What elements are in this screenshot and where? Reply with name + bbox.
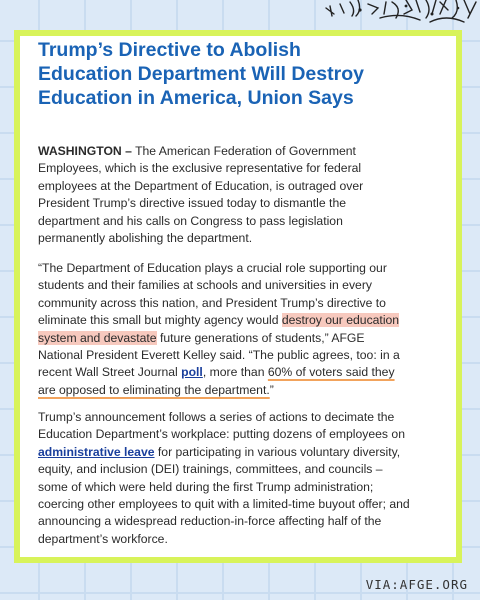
paragraph-2-text-d: ” bbox=[269, 382, 274, 397]
administrative-leave-link[interactable]: administrative leave bbox=[38, 444, 155, 459]
paragraph-3-text-b: for participating in various voluntary diversity, equity, and inclusion (DEI) trainings, committees, and councils – some of which were held during the first Trump administration; coercing other employees to quit with a limited-time buyout offer; and announcing a widespread reduction-in-force affecting half of the department’s workforce. bbox=[38, 444, 410, 546]
paragraph-3-text-a: Trump’s announcement follows a series of actions to decimate the Education Department’s workplace: putting dozens of employees on bbox=[38, 410, 405, 442]
paragraph-1 bbox=[38, 143, 410, 247]
paragraph-3 bbox=[38, 409, 410, 548]
poll-link[interactable]: poll bbox=[181, 365, 203, 380]
paragraph-2-text-a: “The Department of Education plays a crucial role supporting our students and their families at schools and universities in every community across this nation, and President Trump’s directive to eliminate this small but mighty agency would bbox=[38, 261, 387, 328]
underlined-phrase: 60% of voters said they are opposed to eliminating the department. bbox=[38, 365, 395, 397]
dateline: WASHINGTON – bbox=[38, 144, 132, 158]
article-title: Trump’s Directive to Abolish Education Department Will Destroy Education in America, Union Says bbox=[38, 39, 364, 109]
paragraph-2-text-b: future generations of students,” AFGE National President Everett Kelley said. “The public agrees, too: in a recent Wall Street Journal bbox=[38, 330, 400, 380]
paragraph-2-text-c: , more than bbox=[202, 365, 268, 380]
paragraph-1-text: The American Federation of Government Employees, which is the exclusive representative for federal employees at the Department of Education, is outraged over President Trump’s directive issued today to dismantle the department and his calls on Congress to pass legislation permanently abolishing the department. bbox=[38, 144, 364, 246]
highlighted-phrase: destroy our education system and devastate bbox=[38, 313, 400, 345]
source-credit: VIA:AFGE.ORG bbox=[365, 577, 468, 592]
paragraph-2 bbox=[38, 260, 410, 399]
